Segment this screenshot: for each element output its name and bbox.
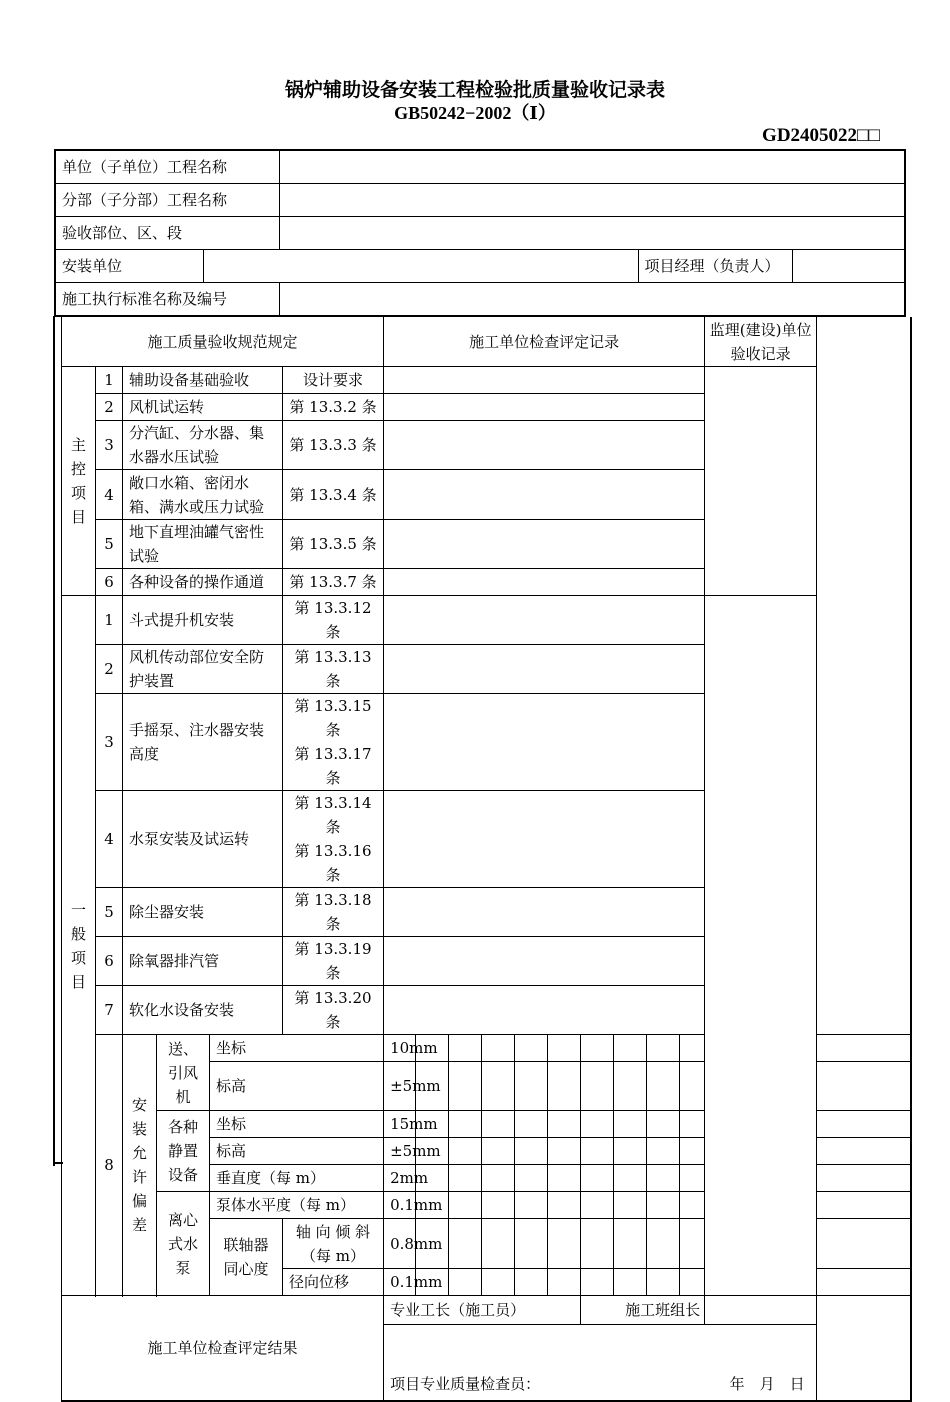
measure-cell[interactable]: [449, 1062, 482, 1111]
project-manager-field[interactable]: [792, 250, 905, 283]
gen-name: 除氧器排汽管: [123, 937, 283, 986]
gen-supervisor-cell[interactable]: [705, 596, 817, 1296]
mc-ref: 第 13.3.3 条: [283, 421, 384, 470]
pump-group: 离心式水泵: [157, 1192, 210, 1296]
measure-cell[interactable]: [449, 1165, 482, 1192]
measure-cell[interactable]: [817, 1192, 911, 1219]
mc-name: 风机试运转: [123, 394, 283, 421]
mc-no: 2: [96, 394, 123, 421]
measure-cell[interactable]: [548, 1192, 581, 1219]
gen-check[interactable]: [384, 596, 705, 645]
measure-cell[interactable]: [817, 1035, 911, 1062]
measure-cell[interactable]: [647, 1111, 680, 1138]
static-group: 各种静置设备: [157, 1111, 210, 1192]
gen-no: 3: [96, 694, 123, 791]
measure-cell[interactable]: [449, 1219, 482, 1269]
measure-cell[interactable]: [515, 1219, 548, 1269]
measure-cell[interactable]: [581, 1192, 614, 1219]
result-label: 施工单位检查评定结果: [62, 1296, 384, 1401]
measure-cell[interactable]: [817, 1062, 911, 1111]
gen-ref: 第 13.3.20 条: [283, 986, 384, 1035]
dev-name: 垂直度（每 m）: [210, 1165, 384, 1192]
gen-name: 手摇泵、注水器安装高度: [123, 694, 283, 791]
measure-cell[interactable]: [548, 1165, 581, 1192]
mc-check[interactable]: [384, 569, 705, 596]
fan-group: 送、引风机: [157, 1035, 210, 1111]
measure-cell[interactable]: [449, 1269, 482, 1296]
gen-ref: 第 13.3.12 条: [283, 596, 384, 645]
install-unit-label: 安装单位: [55, 250, 203, 283]
measure-cell[interactable]: [647, 1165, 680, 1192]
measure-cell[interactable]: [680, 1219, 705, 1269]
mc-check[interactable]: [384, 421, 705, 470]
gen-name: 除尘器安装: [123, 888, 283, 937]
item8-label: 安装允许偏差: [123, 1035, 157, 1296]
gen-ref: 第 13.3.15 条 第 13.3.17 条: [283, 694, 384, 791]
measure-cell[interactable]: [647, 1138, 680, 1165]
measure-cell[interactable]: [482, 1219, 515, 1269]
measure-cell[interactable]: [449, 1138, 482, 1165]
measure-cell[interactable]: [515, 1269, 548, 1296]
dev-value: 0.8mm: [384, 1219, 416, 1269]
measure-cell[interactable]: [482, 1035, 515, 1062]
measure-cell[interactable]: [614, 1138, 647, 1165]
measure-cell[interactable]: [515, 1111, 548, 1138]
dev-value: ±5mm: [384, 1062, 416, 1111]
division-project-field[interactable]: [279, 184, 905, 217]
measure-cell[interactable]: [817, 1269, 911, 1296]
measure-cell[interactable]: [581, 1219, 614, 1269]
gen-no: 7: [96, 986, 123, 1035]
measure-cell[interactable]: [647, 1192, 680, 1219]
mc-no: 1: [96, 367, 123, 394]
location-label: 验收部位、区、段: [55, 217, 279, 250]
mc-name: 各种设备的操作通道: [123, 569, 283, 596]
gen-no: 5: [96, 888, 123, 937]
mc-ref: 第 13.3.7 条: [283, 569, 384, 596]
gen-check[interactable]: [384, 888, 705, 937]
measure-cell[interactable]: [614, 1062, 647, 1111]
measure-cell[interactable]: [581, 1269, 614, 1296]
gen-check[interactable]: [384, 937, 705, 986]
form-code: GD2405022□□: [762, 125, 880, 146]
measure-cell[interactable]: [647, 1035, 680, 1062]
measure-cell[interactable]: [482, 1192, 515, 1219]
measure-cell[interactable]: [482, 1138, 515, 1165]
supervisor-header: 监理(建设)单位验收记录: [705, 317, 817, 367]
measure-cell[interactable]: [647, 1269, 680, 1296]
date-label: 年 月 日: [729, 1374, 805, 1393]
form-title: 锅炉辅助设备安装工程检验批质量验收记录表: [284, 79, 665, 101]
gen-name: 水泵安装及试运转: [123, 791, 283, 888]
mc-check[interactable]: [384, 520, 705, 569]
install-unit-field[interactable]: [203, 250, 638, 283]
mc-no: 3: [96, 421, 123, 470]
division-project-label: 分部（子分部）工程名称: [55, 184, 279, 217]
measure-cell[interactable]: [614, 1111, 647, 1138]
measure-cell[interactable]: [680, 1165, 705, 1192]
item8-no: 8: [96, 1035, 123, 1296]
measure-cell[interactable]: [515, 1192, 548, 1219]
dev-name: 标高: [210, 1062, 384, 1111]
gen-name: 软化水设备安装: [123, 986, 283, 1035]
constructor-check-header: 施工单位检查评定记录: [384, 317, 705, 367]
mc-name: 分汽缸、分水器、集水器水压试验: [123, 421, 283, 470]
measure-cell[interactable]: [614, 1165, 647, 1192]
measure-cell[interactable]: [482, 1165, 515, 1192]
dev-name: 坐标: [210, 1111, 384, 1138]
measure-cell[interactable]: [680, 1062, 705, 1111]
mc-name: 地下直埋油罐气密性试验: [123, 520, 283, 569]
dev-name: 坐标: [210, 1035, 384, 1062]
mc-no: 6: [96, 569, 123, 596]
measure-cell[interactable]: [548, 1062, 581, 1111]
mc-ref: 设计要求: [283, 367, 384, 394]
dev-value: 0.1mm: [384, 1192, 416, 1219]
dev-value: 0.1mm: [384, 1269, 416, 1296]
dev-value: ±5mm: [384, 1138, 416, 1165]
dev-value: 15mm: [384, 1111, 416, 1138]
gen-check[interactable]: [384, 694, 705, 791]
unit-project-field[interactable]: [279, 150, 905, 184]
coupling-group: 联轴器同心度: [210, 1219, 283, 1296]
gen-check[interactable]: [384, 986, 705, 1035]
standard-code: GB50242−2002（Ⅰ）: [394, 103, 556, 123]
inspector-label: 项目专业质量检查员：: [390, 1374, 541, 1393]
mc-supervisor-cell[interactable]: [705, 367, 817, 596]
gen-no: 1: [96, 596, 123, 645]
dev-name: 轴 向 倾 斜（每 m）: [283, 1219, 384, 1269]
measure-cell[interactable]: [581, 1035, 614, 1062]
measure-cell[interactable]: [817, 1138, 911, 1165]
measure-cell[interactable]: [548, 1035, 581, 1062]
measure-cell[interactable]: [548, 1111, 581, 1138]
dev-value: 2mm: [384, 1165, 416, 1192]
measure-cell[interactable]: [449, 1035, 482, 1062]
mc-no: 5: [96, 520, 123, 569]
unit-project-label: 单位（子单位）工程名称: [55, 150, 279, 184]
mc-ref: 第 13.3.4 条: [283, 470, 384, 520]
gen-no: 2: [96, 645, 123, 694]
inspection-table: [61, 316, 912, 1402]
measure-cell[interactable]: [680, 1138, 705, 1165]
measure-cell[interactable]: [515, 1138, 548, 1165]
measure-cell[interactable]: [680, 1035, 705, 1062]
team-leader-field[interactable]: [705, 1296, 817, 1325]
measure-cell[interactable]: [548, 1219, 581, 1269]
mc-no: 4: [96, 470, 123, 520]
measure-cell[interactable]: [817, 1165, 911, 1192]
spec-header: 施工质量验收规范规定: [62, 317, 384, 367]
measure-cell[interactable]: [482, 1269, 515, 1296]
measure-cell[interactable]: [482, 1111, 515, 1138]
dev-name: 标高: [210, 1138, 384, 1165]
measure-cell[interactable]: [581, 1138, 614, 1165]
measure-cell[interactable]: [614, 1269, 647, 1296]
measure-cell[interactable]: [548, 1138, 581, 1165]
exec-standard-label: 施工执行标准名称及编号: [55, 283, 279, 317]
measure-cell[interactable]: [515, 1165, 548, 1192]
measure-cell[interactable]: [449, 1192, 482, 1219]
measure-cell[interactable]: [482, 1062, 515, 1111]
measure-cell[interactable]: [680, 1269, 705, 1296]
mc-ref: 第 13.3.2 条: [283, 394, 384, 421]
general-label: 一般项目: [62, 596, 96, 1296]
measure-cell[interactable]: [449, 1111, 482, 1138]
measure-cell[interactable]: [581, 1111, 614, 1138]
gen-ref: 第 13.3.14 条 第 13.3.16 条: [283, 791, 384, 888]
measure-cell[interactable]: [548, 1269, 581, 1296]
mc-check[interactable]: [384, 394, 705, 421]
measure-cell[interactable]: [817, 1111, 911, 1138]
project-manager-label: 项目经理（负责人）: [638, 250, 792, 283]
gen-no: 4: [96, 791, 123, 888]
gen-name: 斗式提升机安装: [123, 596, 283, 645]
measure-cell[interactable]: [680, 1192, 705, 1219]
gen-ref: 第 13.3.13 条: [283, 645, 384, 694]
gen-ref: 第 13.3.18 条: [283, 888, 384, 937]
dev-name: 泵体水平度（每 m）: [210, 1192, 384, 1219]
measure-cell[interactable]: [614, 1192, 647, 1219]
measure-cell[interactable]: [680, 1111, 705, 1138]
measure-cell[interactable]: [515, 1035, 548, 1062]
gen-check[interactable]: [384, 791, 705, 888]
team-leader-label: 施工班组长: [581, 1296, 705, 1325]
measure-cell[interactable]: [614, 1035, 647, 1062]
gen-ref: 第 13.3.19 条: [283, 937, 384, 986]
measure-cell[interactable]: [647, 1219, 680, 1269]
mc-ref: 第 13.3.5 条: [283, 520, 384, 569]
gen-no: 6: [96, 937, 123, 986]
main-control-label: 主控项目: [62, 367, 96, 596]
measure-cell[interactable]: [614, 1219, 647, 1269]
foreman-label: 专业工长（施工员）: [384, 1296, 581, 1325]
mc-check[interactable]: [384, 367, 705, 394]
measure-cell[interactable]: [817, 1219, 911, 1269]
measure-cell[interactable]: [515, 1062, 548, 1111]
gen-name: 风机传动部位安全防护装置: [123, 645, 283, 694]
measure-cell[interactable]: [581, 1062, 614, 1111]
mc-name: 敞口水箱、密闭水箱、满水或压力试验: [123, 470, 283, 520]
header-table: [54, 149, 906, 317]
measure-cell[interactable]: [647, 1062, 680, 1111]
location-field[interactable]: [279, 217, 905, 250]
measure-cell[interactable]: [581, 1165, 614, 1192]
mc-name: 辅助设备基础验收: [123, 367, 283, 394]
gen-check[interactable]: [384, 645, 705, 694]
left-border-rule: [53, 316, 55, 1166]
result-content-cell[interactable]: [384, 1325, 817, 1401]
dev-value: 10mm: [384, 1035, 416, 1062]
exec-standard-field[interactable]: [279, 283, 905, 317]
dev-name: 径向位移: [283, 1269, 384, 1296]
mc-check[interactable]: [384, 470, 705, 520]
